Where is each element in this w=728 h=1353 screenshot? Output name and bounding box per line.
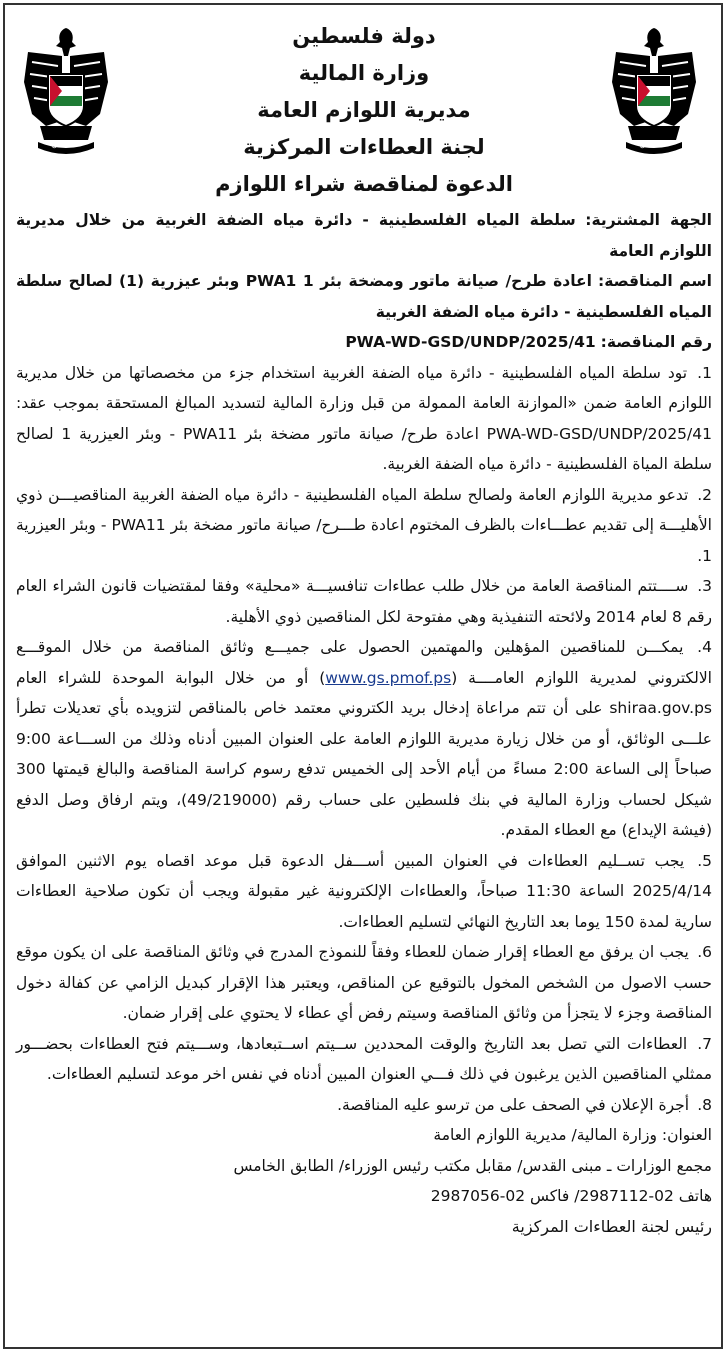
item-number: 7. [697,1034,712,1053]
tender-name-value: اعادة طرح/ صيانة ماتور ومضخة بئر PWA1 1 وبئر عيزرية (1) لصالح سلطة المياه الفلسطينية - دائرة مياه الضفة الغربية [16,272,712,321]
website-link[interactable]: www.gs.pmof.ps [325,668,452,687]
item-text: العطاءات التي تصل بعد التاريخ والوقت المحددين ســيتم اســتبعادها، وســـيتم فتح العطاءات بحضـــور ممثلي المناقصين الذين يرغبون في ذلك فـــي العنوان المبين أدناه في نفس اخر موعد لتسليم العطاءات. [16,1034,712,1083]
list-item [16,632,712,846]
list-item [16,1029,712,1090]
address-label: العنوان: [661,1126,712,1144]
item-text: تدعو مديرية اللوازم العامة ولصالح سلطة المياه الفلسطينية - دائرة مياه الضفة الغربية المناقصيـــن ذوي الأهليـــة إلى تقديم عطـــاءات بالظرف المختوم اعادة طـــرح/ صيانة ماتور مضخة بئر PWA11 - وبئر العيزرية 1. [16,485,712,565]
header-state: دولة فلسطين [292,24,436,48]
address-line [16,1120,712,1151]
header-committee: لجنة العطاءات المركزية [243,135,485,159]
buyer-value: سلطة المياه الفلسطينية - دائرة مياه الضفة الغربية من خلال مديرية اللوازم العامة [16,211,712,260]
document-title: الدعوة لمناقصة شراء اللوازم [215,172,513,196]
palestine-emblem-left [18,22,114,162]
header-directorate: مديرية اللوازم العامة [257,98,471,122]
tender-number-value: PWA-WD-GSD/UNDP/2025/41 [345,333,596,351]
item-text: ســــتتم المناقصة العامة من خلال طلب عطاءات تنافسيـــة «محلية» وفقا لمقتضيات قانون الشراء العام رقم 8 لعام 2014 ولائحته التنفيذية وهي مفتوحة لكل المناقصين ذوي الأهلية. [16,577,712,626]
item-number: 2. [697,485,712,504]
document-header [160,18,568,203]
item-text: ) أو من خلال البوابة الموحدة للشراء العام shiraa.gov.ps على أن تتم مراعاة إدخال بريد الكتروني معتمد خاص بالمناقص لتزويده بأي تعديلات تطرأ علـــى الوثائق، أو من خلال زيارة مديرية اللوازم العامة على العنوان المبين أدناه وذلك من الســـاعة 9:00 صباحاً إلى الساعة 2:00 مساءً من أيام الأحد إلى الخميس تدفع رسوم كراسة المناقصة والبالغ قيمتها 300 شيكل لحساب وزارة المالية في بنك فلسطين على حساب رقم (49/219000)، ويتم ارفاق وصل الدفع (فيشة الإيداع) مع العطاء المقدم. [16,668,713,839]
signature-line: رئيس لجنة العطاءات المركزية [511,1216,712,1236]
item-number: 1. [697,363,712,382]
list-item [16,937,712,1029]
item-number: 3. [697,577,712,595]
item-number: 8. [697,1095,712,1114]
tender-body [16,205,712,1242]
item-text: يجب تســليم العطاءات في العنوان المبين أســـفل الدعوة قبل موعد اقصاه يوم الاثنين الموافق 2025/4/14 الساعة 11:30 صباحاً، والعطاءات الإلكترونية غير مقبولة ويجب أن تكون صلاحية العطاءات سارية لمدة 150 يوما بعد التاريخ النهائي لتسليم العطاءات. [16,851,712,931]
tender-name-label: اسم المناقصة: [598,272,712,290]
list-item [16,358,712,480]
tender-name-line [16,266,712,327]
item-text: يمكـــن للمناقصين المؤهلين والمهتمين الحصول على جميـــع وثائق المناقصة من خلال الموقـــع الالكتروني لمديرية اللوازم العامــــة ( [16,638,712,687]
emblem-caption: فلسطين [639,139,669,148]
list-item [16,1090,712,1121]
list-item [16,480,712,572]
item-number: 5. [697,851,712,870]
list-item [16,571,712,632]
item-text: تود سلطة المياه الفلسطينية - دائرة مياه الضفة الغربية استخدام جزء من مخصصاتها من خلال مديرية اللوازم العامة ضمن «الموازنة العامة الممولة من قبل وزارة المالية لتسديد المبالغ المستحقة بموجب عقد: PWA-WD-GSD/UNDP/2025/41 اعادة طرح/ صيانة ماتور مضخة بئر PWA11 - وبئر العيزرية 1 لصالح سلطة المياة الفلسطينية - دائرة مياه الضفة الغربية. [16,363,712,473]
tender-number-label: رقم المناقصة: [600,333,712,351]
palestine-emblem-right [606,22,702,162]
buyer-line [16,205,712,266]
item-number: 6. [697,943,712,961]
header-ministry: وزارة المالية [298,61,430,85]
list-item [16,846,712,938]
tender-number-line [16,327,712,358]
address-value: وزارة المالية/ مديرية اللوازم العامة [433,1126,657,1144]
complex-line: مجمع الوزارات ـ مبنى القدس/ مقابل مكتب رئيس الوزراء/ الطابق الخامس [233,1156,712,1175]
phone-fax-line: هاتف 02-2987112/ فاكس 02-2987056 [430,1187,712,1205]
item-text: أجرة الإعلان في الصحف على من ترسو عليه المناقصة. [337,1095,690,1114]
item-text: يجب ان يرفق مع العطاء إقرار ضمان للعطاء وفقاً للنموذج المدرج في وثائق المناقصة على ان يكون موقع حسب الاصول من الشخص المخول بالتوقيع عن المناقص، ويعتبر هذا الإقرار كبديل الزامي عن كفالة دخول المناقصة وجزء لا يتجزأ من وثائق المناقصة وسيتم رفض أي عطاء لا يحتوي على إقرار ضمان. [16,943,712,1022]
emblem-caption: فلسطين [51,139,81,148]
item-number: 4. [697,638,712,656]
buyer-label: الجهة المشترية: [585,211,712,229]
